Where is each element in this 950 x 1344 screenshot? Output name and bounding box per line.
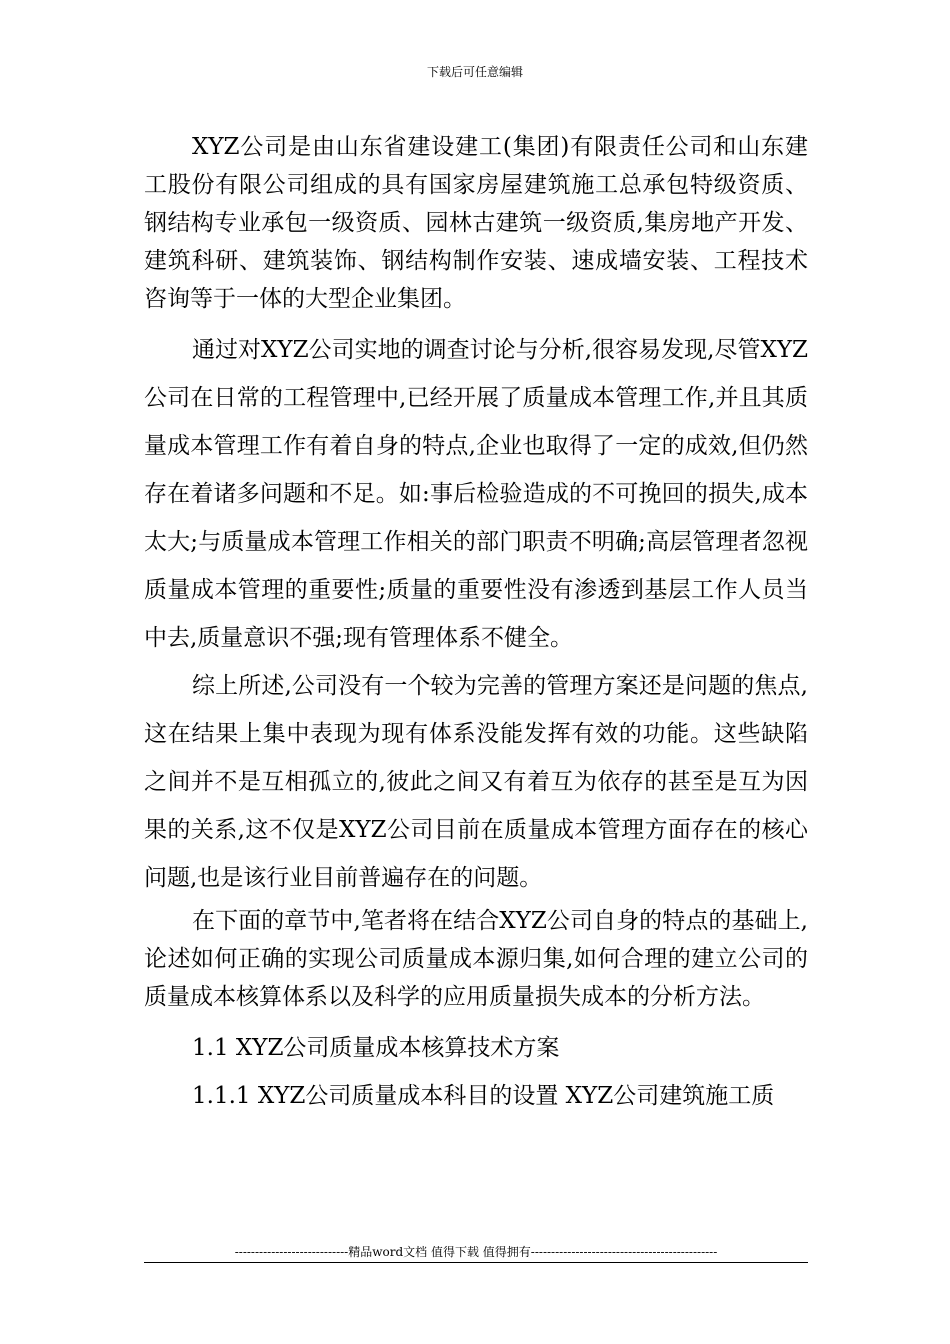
paragraph-chapter-outline: 在下面的章节中,笔者将在结合XYZ公司自身的特点的基础上,论述如何正确的实现公司质量成本源归集,如何合理的建立公司的质量成本核算体系以及科学的应用质量损失成本的分析方法。	[144, 908, 808, 1010]
page-footer: ----------------------------精品word文档 值得下载 值得拥有----------------------------------------------	[234, 1245, 718, 1259]
paragraph-company-intro: XYZ公司是由山东省建设建工(集团)有限责任公司和山东建工股份有限公司组成的具有国家房屋建筑施工总承包特级资质、钢结构专业承包一级资质、园林古建筑一级资质,集房地产开发、建筑科研、建筑装饰、钢结构制作安装、速成墙安装、工程技术咨询等于一体的大型企业集团。	[144, 134, 808, 312]
paragraph-problems: 通过对XYZ公司实地的调查讨论与分析,很容易发现,尽管XYZ公司在日常的工程管理中,已经开展了质量成本管理工作,并且其质量成本管理工作有着自身的特点,企业也取得了一定的成效,但仍然存在着诸多问题和不足。如:事后检验造成的不可挽回的损失,成本太大;与质量成本管理工作相关的部门职责不明确;高层管理者忽视质量成本管理的重要性;质量的重要性没有渗透到基层工作人员当中去,质量意识不强;现有管理体系不健全。	[144, 337, 808, 651]
section-heading-1-1-1: 1.1.1 XYZ公司质量成本科目的设置 XYZ公司建筑施工质	[192, 1083, 775, 1109]
page-header: 下载后可任意编辑	[426, 65, 523, 79]
document-body	[144, 128, 808, 1120]
paragraph-summary: 综上所述,公司没有一个较为完善的管理方案还是问题的焦点,这在结果上集中表现为现有体系没能发挥有效的功能。这些缺陷之间并不是互相孤立的,彼此之间又有着互为依存的甚至是互为因果的关系,这不仅是XYZ公司目前在质量成本管理方面存在的核心问题,也是该行业目前普遍存在的问题。	[144, 673, 808, 891]
section-heading-1-1: 1.1 XYZ公司质量成本核算技术方案	[192, 1035, 560, 1061]
footer-divider	[144, 1262, 808, 1263]
